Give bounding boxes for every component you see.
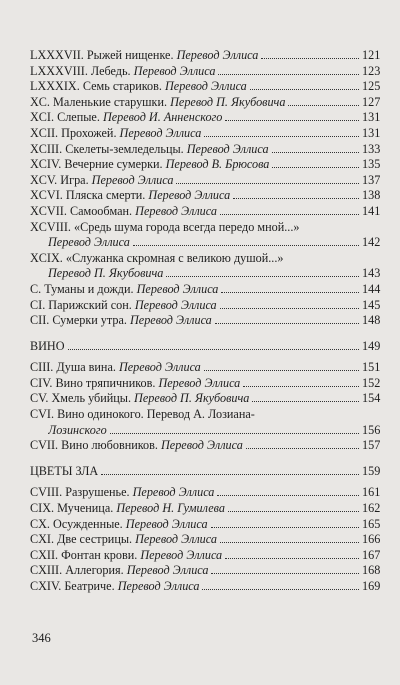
entry-title: Две сестрицы. [57, 532, 133, 547]
entry-title: Маленькие старушки. [53, 94, 168, 109]
entry-title: Душа вина. [56, 360, 116, 375]
entry-translator: Перевод П. Якубовича [48, 266, 164, 281]
entry-page: 145 [362, 297, 381, 312]
leader-dots [101, 474, 359, 475]
entry-page: 138 [362, 188, 381, 203]
entry-translator: Перевод Эллиса [129, 313, 212, 328]
entry-title-line: XCIX. «Служанка скромная с великою душой...» [30, 250, 284, 265]
entry-page: 161 [362, 485, 381, 500]
entry-number: XC. [30, 94, 50, 109]
toc-entry [30, 95, 380, 111]
toc-entry [30, 110, 380, 126]
entry-translator: Перевод И. Анненского [102, 110, 223, 125]
toc-entry [30, 563, 380, 579]
entry-translator: Перевод Эллиса [91, 172, 174, 187]
entry-translator: Перевод Эллиса [136, 281, 219, 296]
entry-number: XCVI. [30, 188, 63, 203]
entry-title: Прохожей. [61, 125, 117, 140]
entry-number: CVIII. [30, 485, 63, 500]
entry-page: 142 [362, 235, 381, 250]
entry-title: Вино тряпичников. [55, 375, 156, 390]
leader-dots [166, 276, 359, 277]
leader-dots [243, 386, 359, 387]
entry-page: 131 [362, 110, 381, 125]
toc-entry [30, 376, 380, 392]
entry-page: 166 [362, 532, 381, 547]
leader-dots [233, 198, 359, 199]
entry-translator: Перевод П. Якубовича [170, 94, 286, 109]
leader-dots [220, 542, 359, 543]
toc-entry [30, 438, 380, 454]
leader-dots [204, 136, 359, 137]
leader-dots [272, 167, 359, 168]
entry-number: LXXXIX. [30, 79, 80, 94]
toc-entry [30, 48, 380, 64]
leader-dots [220, 308, 359, 309]
entry-page: 131 [362, 125, 381, 140]
toc-entry-cvi [30, 407, 380, 438]
toc-entry [30, 485, 380, 501]
entries-block-1 [30, 48, 380, 220]
leader-dots [176, 183, 359, 184]
section-title: ВИНО [30, 338, 65, 353]
entry-page: 156 [362, 422, 381, 437]
entry-number: LXXXVIII. [30, 63, 88, 78]
entry-translator: Перевод Эллиса [126, 563, 209, 578]
entry-translator: Перевод Эллиса [140, 547, 223, 562]
entry-page: 144 [362, 281, 381, 296]
entries-wine [30, 360, 380, 407]
entry-page: 133 [362, 141, 381, 156]
entry-title: Скелеты-земледельцы. [65, 141, 184, 156]
toc-entry [30, 282, 380, 298]
leader-dots [221, 292, 359, 293]
entry-title: Вино любовников. [61, 438, 158, 453]
entry-number: CIII. [30, 360, 54, 375]
entry-title: Слепые. [57, 110, 100, 125]
entry-number: CII. [30, 313, 50, 328]
toc-entry-xcviii [30, 220, 380, 251]
entry-translator: Перевод П. Якубовича [134, 391, 250, 406]
entry-translator: Перевод Эллиса [161, 438, 243, 453]
entry-translator: Перевод Эллиса [117, 579, 200, 593]
entry-translator: Перевод Эллиса [48, 235, 130, 250]
entry-title: Фонтан крови. [61, 547, 138, 562]
entry-title: Аллегория. [65, 563, 124, 578]
entry-translator: Перевод Н. Гумилева [116, 501, 225, 516]
entry-number: CX. [30, 516, 50, 531]
entries-wine-2 [30, 438, 380, 454]
entry-page: 151 [362, 360, 381, 375]
toc-entry [30, 313, 380, 329]
entry-title: Вечерние сумерки. [64, 157, 163, 172]
leader-dots [218, 74, 359, 75]
entry-number: XCI. [30, 110, 55, 125]
entry-number: XCIV. [30, 157, 62, 172]
entry-translator-cont: Лозинского [48, 422, 107, 437]
toc-entry [30, 142, 380, 158]
entry-translator: Перевод Эллиса [158, 375, 241, 390]
entry-page: 148 [362, 313, 381, 328]
entry-number: LXXXVII. [30, 48, 84, 62]
entry-number: CXIII. [30, 563, 63, 578]
entry-translator: Перевод Эллиса [119, 125, 202, 140]
leader-dots [133, 245, 359, 246]
leader-dots [204, 370, 359, 371]
leader-dots [225, 120, 359, 121]
toc-entry [30, 579, 380, 595]
leader-dots [110, 433, 359, 434]
entry-title: Парижский сон. [48, 297, 132, 312]
toc-entry-xcix [30, 251, 380, 282]
toc-entry [30, 517, 380, 533]
toc-entry [30, 188, 380, 204]
entry-page: 141 [362, 203, 381, 218]
entry-page: 167 [362, 547, 381, 562]
entry-page: 168 [362, 563, 381, 578]
entry-page: 169 [362, 579, 381, 593]
entry-number: CXI. [30, 532, 55, 547]
leader-dots [217, 495, 359, 496]
entry-page: 152 [362, 375, 381, 390]
entry-title: Осужденные. [53, 516, 123, 531]
entry-title-line: XCVIII. «Средь шума города всегда передо мной...» [30, 219, 300, 234]
entry-title: Семь стариков. [82, 79, 162, 94]
leader-dots [215, 323, 359, 324]
entry-number: CXIV. [30, 579, 62, 593]
entry-number: CXII. [30, 547, 59, 562]
entry-page: 162 [362, 501, 381, 516]
section-heading-wine [30, 339, 380, 355]
leader-dots [252, 401, 359, 402]
entry-translator: Перевод Эллиса [135, 203, 217, 218]
entry-translator: Перевод Эллиса [135, 532, 217, 547]
entry-title: Пляска смерти. [65, 188, 146, 203]
leader-dots [250, 89, 359, 90]
toc-entry [30, 501, 380, 517]
section-heading-flowers [30, 464, 380, 480]
leader-dots [202, 589, 359, 590]
toc-entry [30, 79, 380, 95]
entry-translator: Перевод Эллиса [164, 79, 247, 94]
section-page: 149 [362, 338, 381, 353]
entry-title: Игра. [60, 172, 89, 187]
entry-translator: Перевод Эллиса [186, 141, 269, 156]
toc-entry [30, 64, 380, 80]
entry-number: CV. [30, 391, 49, 406]
entry-page: 154 [362, 391, 381, 406]
toc-entry [30, 126, 380, 142]
toc-entry [30, 157, 380, 173]
entry-title: Рыжей нищенке. [86, 48, 174, 62]
toc-entry [30, 532, 380, 548]
leader-dots [228, 511, 359, 512]
leader-dots [225, 558, 359, 559]
entry-translator: Перевод Эллиса [118, 360, 201, 375]
entry-title: Сумерки утра. [52, 313, 127, 328]
leader-dots [211, 573, 359, 574]
entry-title: Туманы и дожди. [44, 281, 134, 296]
toc-entry [30, 173, 380, 189]
toc-entry [30, 391, 380, 407]
entry-number: XCV. [30, 172, 58, 187]
entry-translator: Перевод В. Брюсова [165, 157, 270, 172]
leader-dots [261, 58, 359, 59]
entry-page: 127 [362, 94, 381, 109]
toc-entry [30, 360, 380, 376]
entry-number: CVII. [30, 438, 59, 453]
entry-title: Хмель убийцы. [51, 391, 131, 406]
entry-title: Мученица. [57, 501, 114, 516]
entry-translator: Перевод Эллиса [133, 63, 216, 78]
toc-entry [30, 548, 380, 564]
entry-page: 143 [362, 266, 381, 281]
entry-title: Лебедь. [90, 63, 131, 78]
entry-translator: Перевод Эллиса [134, 297, 217, 312]
leader-dots [288, 105, 359, 106]
leader-dots [246, 448, 359, 449]
entry-page: 137 [362, 172, 381, 187]
entry-page: 125 [362, 79, 381, 94]
leader-dots [211, 527, 359, 528]
entry-number: XCII. [30, 125, 59, 140]
entry-title: Разрушенье. [65, 485, 130, 500]
entry-page: 121 [362, 48, 381, 62]
page-number: 346 [32, 631, 51, 645]
entry-title: Беатриче. [64, 579, 115, 593]
entries-block-2 [30, 282, 380, 329]
entry-page: 165 [362, 516, 381, 531]
entry-translator: Перевод Эллиса [125, 516, 208, 531]
toc-entry [30, 204, 380, 220]
leader-dots [272, 152, 359, 153]
leader-dots [220, 214, 359, 215]
entry-translator: Перевод Эллиса [148, 188, 231, 203]
entry-translator: Перевод Эллиса [176, 48, 259, 62]
leader-dots [68, 349, 359, 350]
entry-title-line: CVI. Вино одинокого. Перевод А. Лозиана- [30, 407, 255, 422]
entry-number: C. [30, 281, 42, 296]
section-page: 159 [362, 463, 381, 478]
entry-number: XCVII. [30, 203, 67, 218]
entry-title: Самообман. [69, 203, 133, 218]
entry-translator: Перевод Эллиса [132, 485, 215, 500]
entry-page: 123 [362, 63, 381, 78]
entry-page: 135 [362, 157, 381, 172]
table-of-contents [30, 48, 380, 595]
entry-number: CIV. [30, 375, 53, 390]
entry-number: CIX. [30, 501, 55, 516]
entry-number: CI. [30, 297, 46, 312]
entry-page: 157 [362, 438, 381, 453]
entry-number: XCIII. [30, 141, 63, 156]
toc-entry [30, 298, 380, 314]
entries-flowers [30, 485, 380, 594]
section-title: ЦВЕТЫ ЗЛА [30, 463, 99, 478]
